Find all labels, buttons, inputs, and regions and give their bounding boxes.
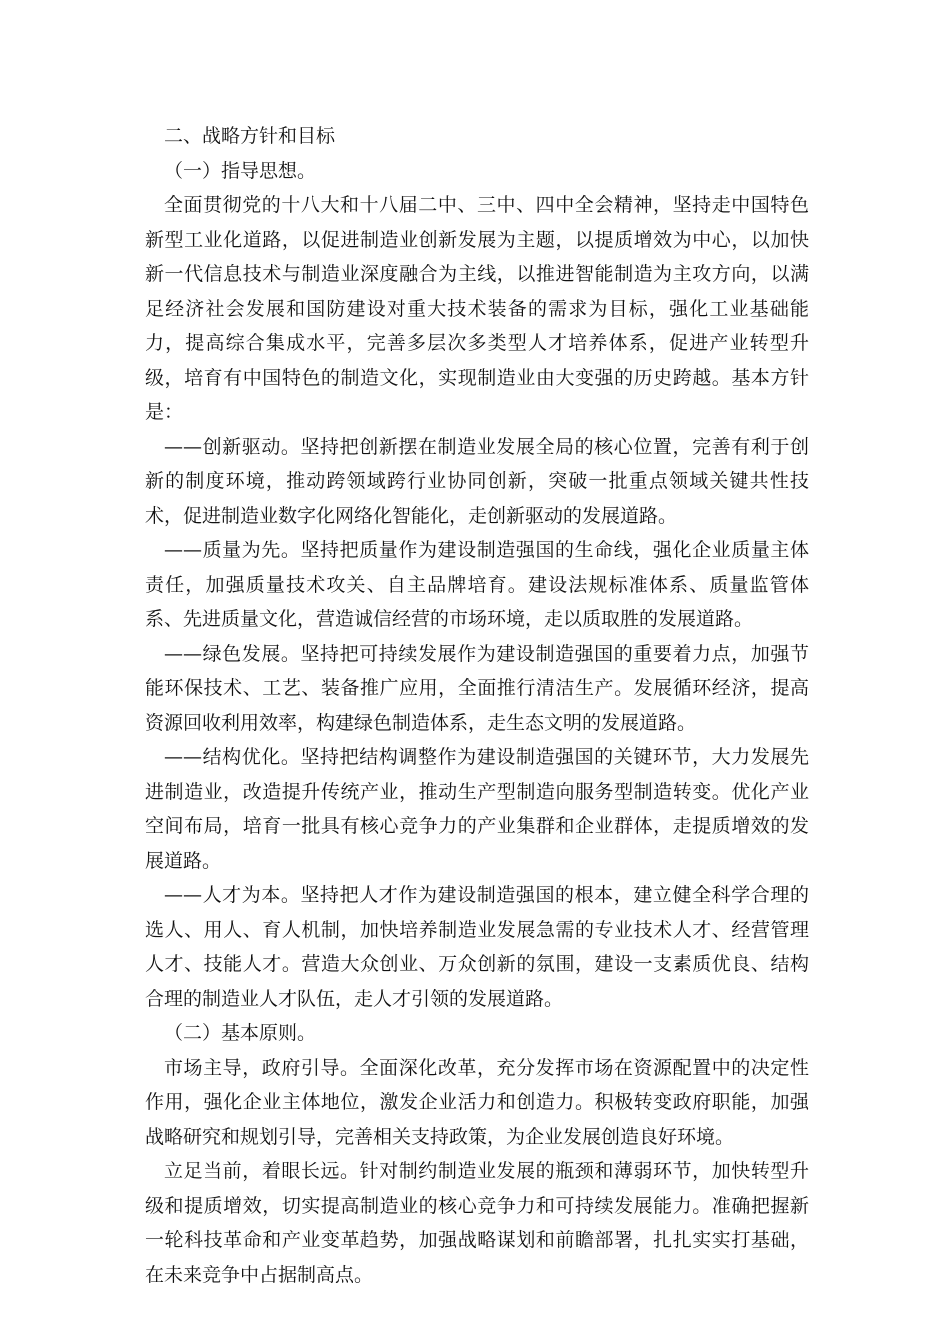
document-body: [145, 119, 809, 1292]
subsection-heading-guiding-ideology: （一）指导思想。: [164, 159, 317, 182]
paragraph-innovation-driven: ——创新驱动。坚持把创新摆在制造业发展全局的核心位置，完善有利于创新的制度环境，推动跨领域跨行业协同创新，突破一批重点领域关键共性技术，促进制造业数字化网络化智能化，走创新驱动的发展道路。: [145, 435, 809, 527]
paragraph-quality-first: ——质量为先。坚持把质量作为建设制造强国的生命线，强化企业质量主体责任，加强质量技术攻关、自主品牌培育。建设法规标准体系、质量监管体系、先进质量文化，营造诚信经营的市场环境，走以质取胜的发展道路。: [145, 539, 809, 630]
section-heading: 二、战略方针和目标: [164, 125, 336, 147]
paragraph-structural-optimization: ——结构优化。坚持把结构调整作为建设制造强国的关键环节，大力发展先进制造业，改造提升传统产业，推动生产型制造向服务型制造转变。优化产业空间布局，培育一批具有核心竞争力的产业集群和企业群体，走提质增效的发展道路。: [145, 746, 809, 872]
paragraph-long-term: 立足当前，着眼长远。针对制约制造业发展的瓶颈和薄弱环节，加快转型升级和提质增效，切实提高制造业的核心竞争力和可持续发展能力。准确把握新一轮科技革命和产业变革趋势，加强战略谋划和前瞻部署，扎扎实实打基础，在未来竞争中占据制高点。: [145, 1160, 809, 1286]
subsection-heading-basic-principles: （二）基本原则。: [164, 1022, 317, 1044]
paragraph-talent-oriented: ——人才为本。坚持把人才作为建设制造强国的根本，建立健全科学合理的选人、用人、育人机制，加快培养制造业发展急需的专业技术人才、经营管理人才、技能人才。营造大众创业、万众创新的氛围，建设一支素质优良、结构合理的制造业人才队伍，走人才引领的发展道路。: [145, 884, 809, 1010]
paragraph-guiding-ideology: 全面贯彻党的十八大和十八届二中、三中、四中全会精神，坚持走中国特色新型工业化道路，以促进制造业创新发展为主题，以提质增效为中心，以加快新一代信息技术与制造业深度融合为主线，以推进智能制造为主攻方向，以满足经济社会发展和国防建设对重大技术装备的需求为目标，强化工业基础能力，提高综合集成水平，完善多层次多类型人才培养体系，促进产业转型升级，培育有中国特色的制造文化，实现制造业由大变强的历史跨越。基本方针是：: [145, 194, 809, 423]
paragraph-green-development: ——绿色发展。坚持把可持续发展作为建设制造强国的重要着力点，加强节能环保技术、工艺、装备推广应用，全面推行清洁生产。发展循环经济，提高资源回收利用效率，构建绿色制造体系，走生态文明的发展道路。: [145, 642, 809, 734]
paragraph-market-led: 市场主导，政府引导。全面深化改革，充分发挥市场在资源配置中的决定性作用，强化企业主体地位，激发企业活力和创造力。积极转变政府职能，加强战略研究和规划引导，完善相关支持政策，为企业发展创造良好环境。: [145, 1056, 809, 1148]
